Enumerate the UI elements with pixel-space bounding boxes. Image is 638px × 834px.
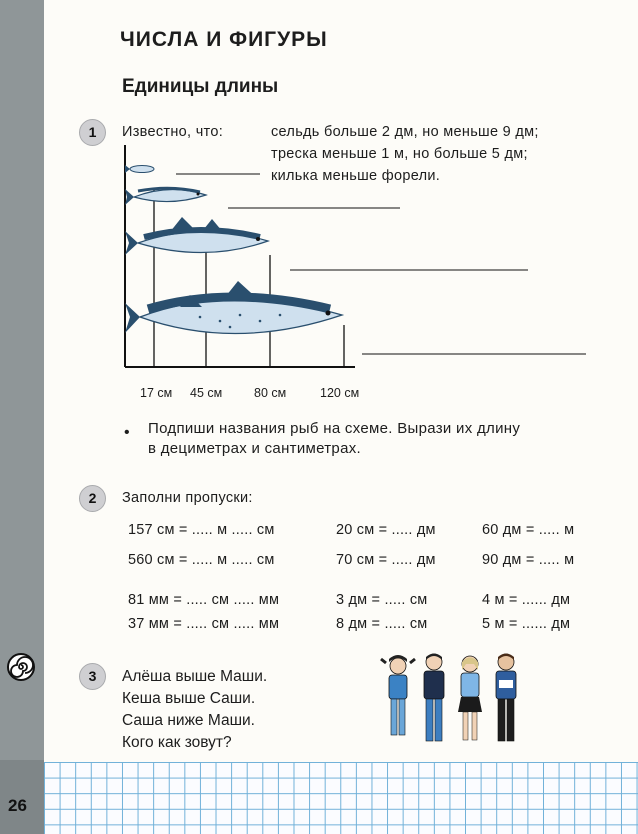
- child-figure: [496, 654, 516, 742]
- exercise-item: 81 мм = ..... см ..... мм: [128, 592, 280, 608]
- exercise-item: 37 мм = ..... см ..... мм: [128, 616, 280, 632]
- exercise-item: 3 дм = ..... см: [336, 592, 428, 608]
- fish-cod-icon: [125, 217, 268, 255]
- child-figure: [424, 654, 444, 742]
- task3-line: Кого как зовут?: [122, 734, 232, 751]
- exercise-item: 8 дм = ..... см: [336, 616, 428, 632]
- task-number-badge: 1: [79, 119, 106, 146]
- task1-instruction: в дециметрах и сантиметрах.: [148, 440, 361, 457]
- task-number-badge: 2: [79, 485, 106, 512]
- fish-trout-icon: [125, 281, 342, 334]
- exercise-item: 90 дм = ..... м: [482, 552, 575, 568]
- page-number: 26: [8, 796, 27, 815]
- task1-instruction: Подпиши названия рыб на схеме. Вырази их длину: [148, 420, 521, 437]
- task1-line: треска меньше 1 м, но больше 5 дм;: [271, 146, 528, 162]
- scale-label: 17 см: [140, 386, 173, 400]
- squared-notebook-grid: [44, 762, 638, 834]
- child-figure: [458, 656, 482, 740]
- task1-intro: Известно, что:: [122, 124, 224, 140]
- page-title: ЧИСЛА И ФИГУРЫ: [120, 28, 328, 51]
- children-illustration: [378, 650, 528, 750]
- exercise-item: 4 м = ...... дм: [482, 592, 571, 608]
- scale-label: 120 см: [320, 386, 360, 400]
- fish-herring-icon: [125, 188, 206, 205]
- scale-label: 80 см: [254, 386, 287, 400]
- task-number-badge: 3: [79, 663, 106, 690]
- child-figure: [381, 655, 415, 735]
- scale-label: 45 см: [190, 386, 223, 400]
- task3-line: Саша ниже Маши.: [122, 712, 255, 729]
- exercise-item: 157 см = ..... м ..... см: [128, 522, 275, 538]
- task3-line: Кеша выше Саши.: [122, 690, 256, 707]
- task2-intro: Заполни пропуски:: [122, 490, 253, 506]
- section-title: Единицы длины: [122, 76, 279, 97]
- exercise-item: 70 см = ..... дм: [336, 552, 436, 568]
- spiral-icon: [6, 652, 36, 682]
- exercise-item: 560 см = ..... м ..... см: [128, 552, 275, 568]
- task3-line: Алёша выше Маши.: [122, 668, 268, 685]
- bullet: •: [124, 424, 130, 441]
- task1-line: сельдь больше 2 дм, но меньше 9 дм;: [271, 124, 539, 140]
- task1-line: килька меньше форели.: [271, 168, 441, 184]
- exercise-item: 20 см = ..... дм: [336, 522, 436, 538]
- fish-length-diagram: [110, 145, 600, 375]
- exercise-item: 60 дм = ..... м: [482, 522, 575, 538]
- page-sidebar: [0, 0, 44, 834]
- exercise-item: 5 м = ...... дм: [482, 616, 571, 632]
- fish-small-icon: [125, 165, 154, 173]
